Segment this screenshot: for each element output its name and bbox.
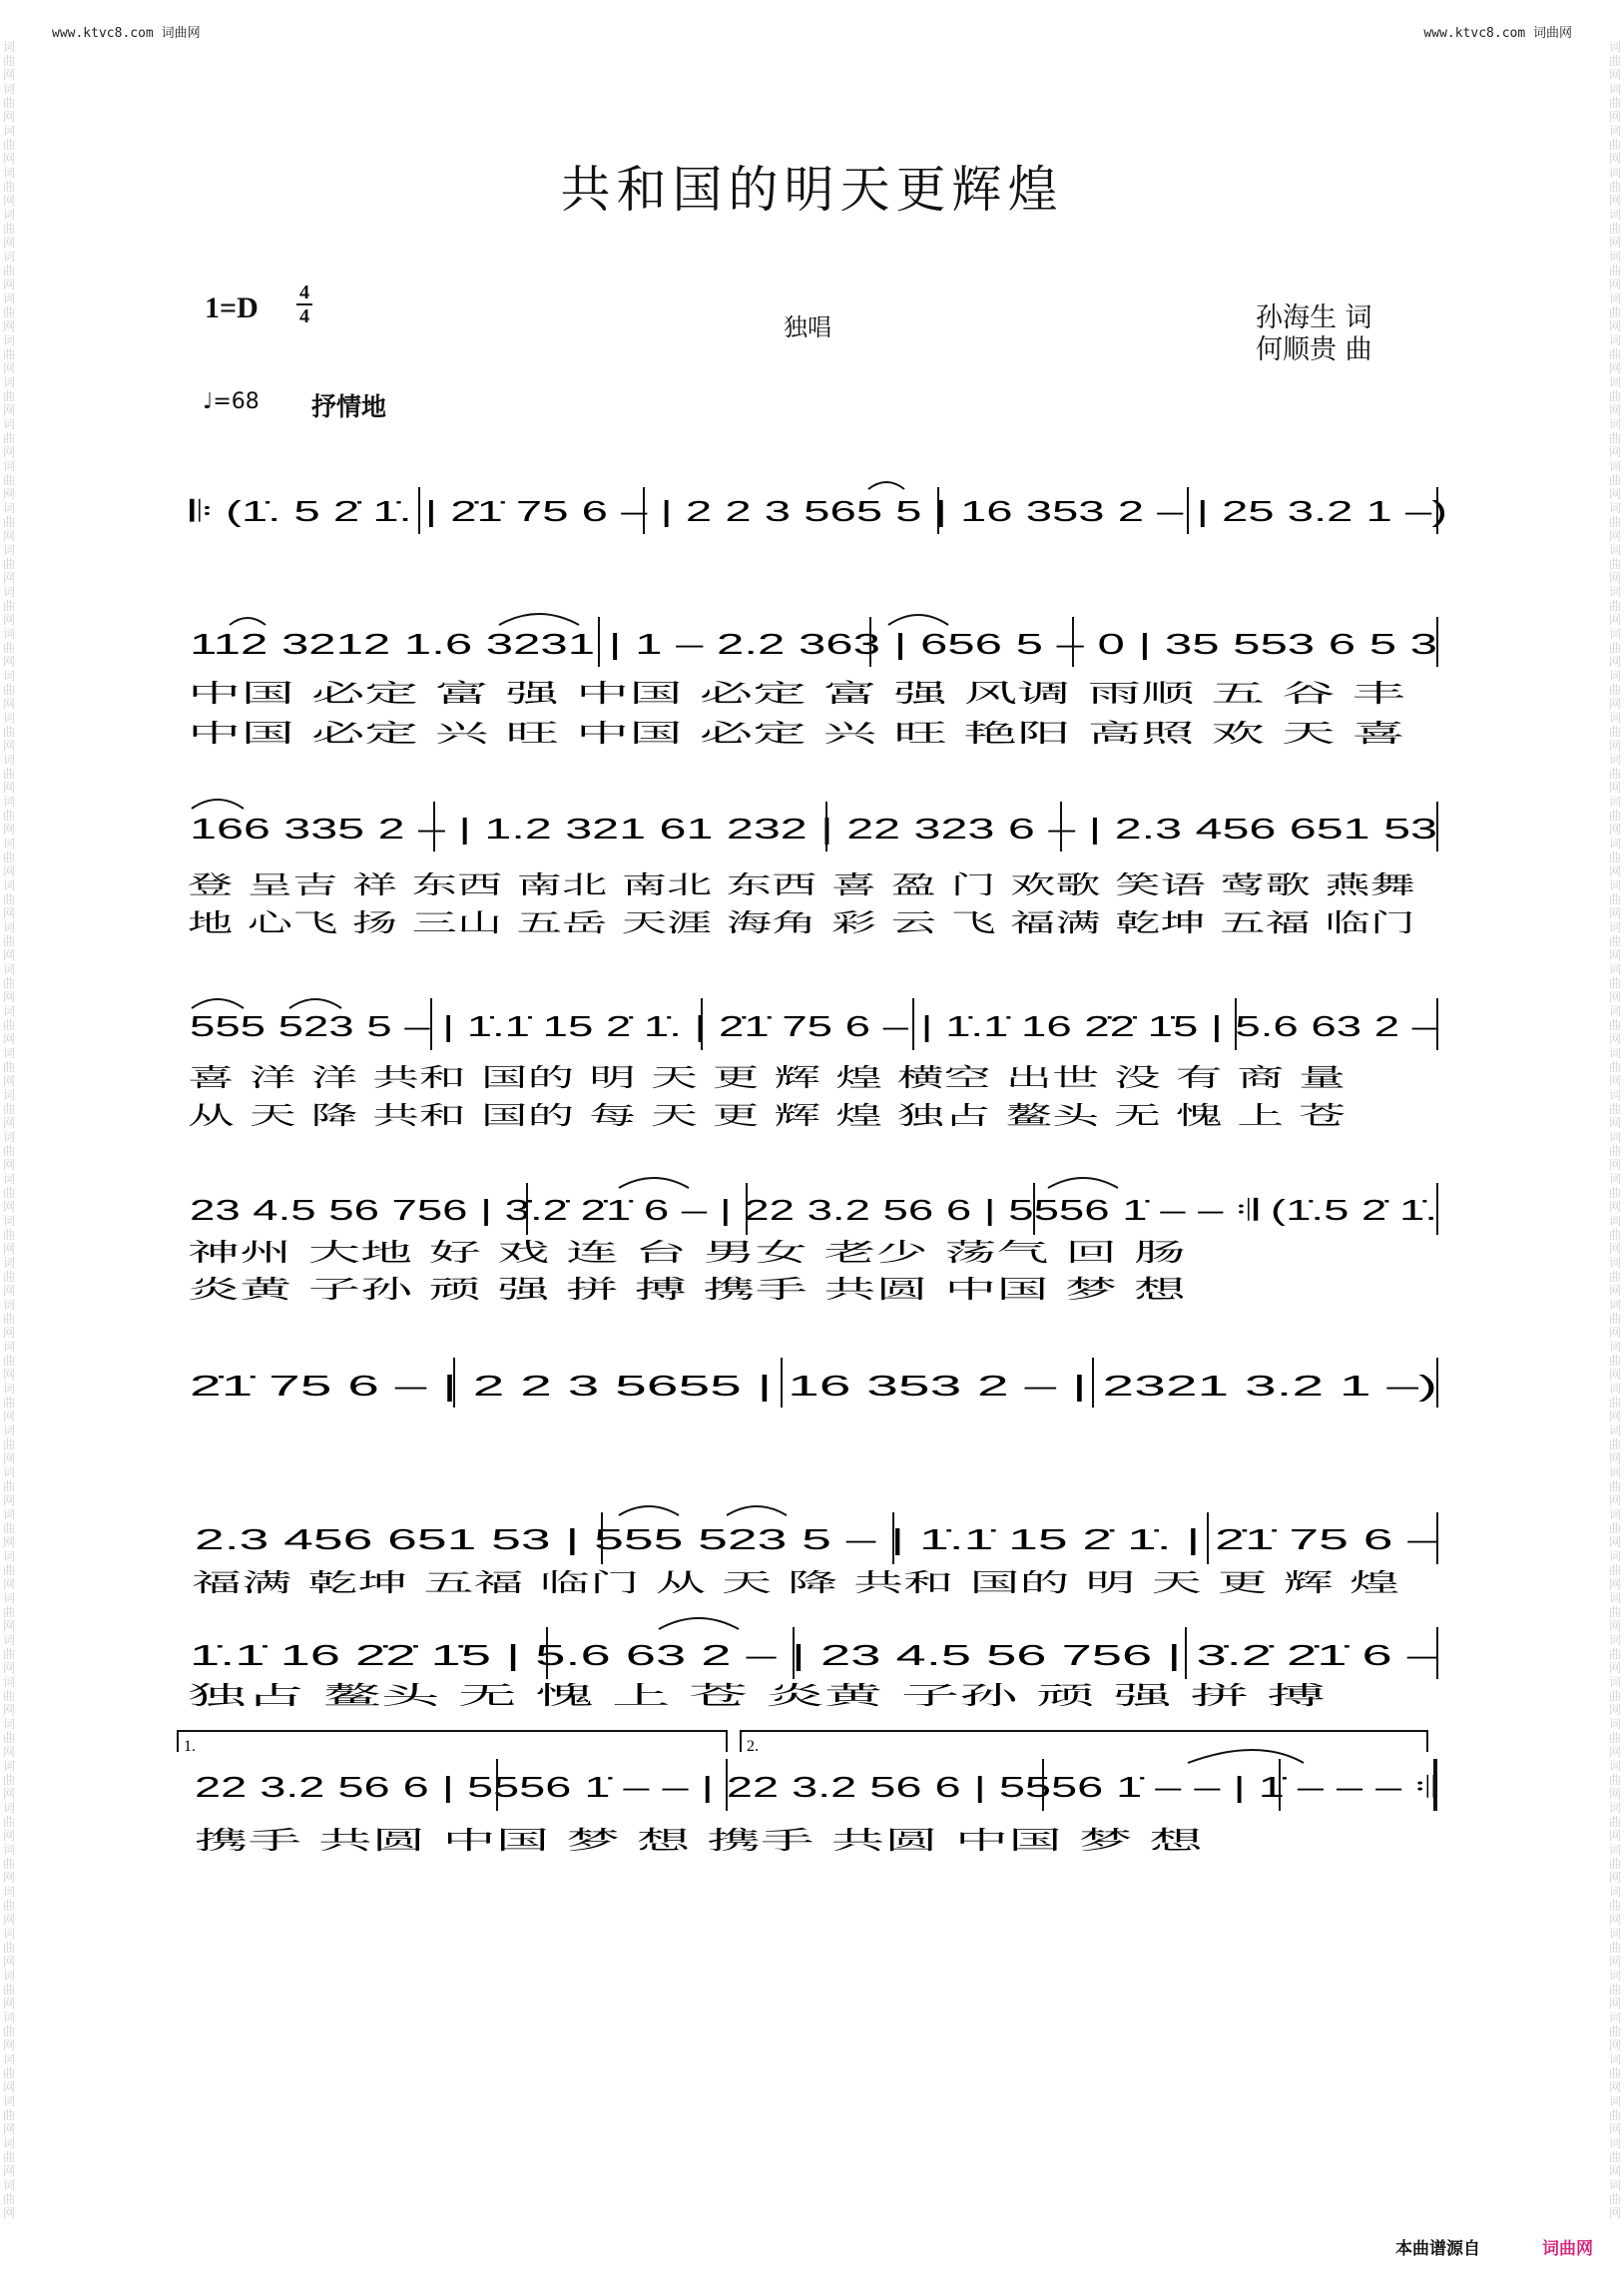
lyrics-verse-1: 登 呈吉 祥 东西 南北 南北 东西 喜 盈 门 欢歌 笑语 莺歌 燕舞	[188, 870, 1415, 899]
lyrics-verse-2: 从 天 降 共和 国的 每 天 更 辉 煌 独占 鳌头 无 愧 上 苍	[188, 1101, 1346, 1130]
lyricist-credit: 孙海生 词	[1256, 302, 1372, 333]
lyrics-verse-2: 地 心飞 扬 三山 五岳 天涯 海角 彩 云 飞 福满 乾坤 五福 临门	[188, 908, 1415, 937]
lyrics-verse-1: 福满 乾坤 五福 临门 从 天 降 共和 国的 明 天 更 辉 煌	[192, 1568, 1399, 1597]
score-system-6	[190, 1358, 1437, 1408]
score-system-1	[190, 482, 1447, 534]
performance-type: 独唱	[784, 313, 831, 341]
meter-top: 4	[299, 282, 309, 303]
expression-marking: 抒情地	[311, 392, 387, 421]
song-title: 共和国的明天更辉煌	[560, 161, 1064, 219]
notes-line: 166 335 2 – | 1.2 321 61 232 | 22 323 6 – | 2.3 456 651 53	[190, 814, 1437, 846]
watermark-left: 词曲网词曲网词曲网词曲网词曲网词曲网词曲网词曲网词曲网词曲网词曲网词曲网词曲网词曲网词曲网词曲网词曲网词曲网词曲网词曲网词曲网词曲网词曲网词曲网词曲网词曲网词曲网词曲网词曲网词曲网词曲网词曲网词曲网词曲网词曲网词曲网词曲网词曲网词曲网词曲网词曲网词曲网词曲网词曲网词曲网词曲网词曲网词曲网词曲网词曲网词曲网词曲网	[2, 40, 15, 2220]
composer-credit: 何顺贵 曲	[1256, 334, 1372, 365]
volta-1-label: 1.	[184, 1738, 196, 1755]
lyrics-verse-2: 中国 必定 兴 旺 中国 必定 兴 旺 艳阳 高照 欢 天 喜	[188, 719, 1405, 748]
score-system-5	[188, 1178, 1437, 1304]
notes-line: 23 4.5 56 756 | 3̇.2̇ 2̇1̇ 6 – | 22 3.2 56 6 | 5556 1̇ – – 𝄇 (1̇.5 2̇ 1̇.	[190, 1195, 1437, 1227]
lyrics-verse-1: 神州 大地 好 戏 连 台 男女 老少 荡气 回 肠	[188, 1238, 1186, 1267]
meter-bottom: 4	[299, 305, 309, 327]
lyrics-verse-1: 喜 洋 洋 共和 国的 明 天 更 辉 煌 横空 出世 没 有 商 量	[188, 1063, 1346, 1092]
score-system-9	[178, 1731, 1438, 1855]
site-url-right[interactable]: www.ktvc8.com 词曲网	[1423, 26, 1572, 41]
footer-source-label: 本曲谱源自	[1395, 2239, 1480, 2259]
score-system-4	[188, 998, 1438, 1130]
notes-line: 555 523 5 – | 1̇.1̇ 15 2̇ 1̇. | 2̇1̇ 75 6 – | 1̇.1̇ 16 2̇2̇ 1̇5 | 5.6 63 2 –	[190, 1011, 1439, 1043]
lyrics-verse-1: 独占 鳌头 无 愧 上 苍 炎黄 子孙 顽 强 拼 搏	[188, 1681, 1326, 1710]
score-system-7	[192, 1506, 1439, 1597]
lyrics-verse-1: 中国 必定 富 强 中国 必定 富 强 风调 雨顺 五 谷 丰	[188, 679, 1405, 708]
notes-line: 112 3212 1.6 3231 | 1 – 2.2 363 | 656 5 – 0 | 35 553 6 5 3	[190, 629, 1437, 661]
notes-line: 1̇.1̇ 16 2̇2̇ 1̇5 | 5.6 63 2 – | 23 4.5 56 756 | 3̇.2̇ 2̇1̇ 6 –	[190, 1640, 1439, 1672]
notes-line: 22 3.2 56 6 | 5556 1̇ – – | 22 3.2 56 6 | 5556 1̇ – – | 1̇ – – – 𝄇	[195, 1772, 1439, 1804]
key-signature: 1=D	[205, 291, 259, 324]
tempo-marking: ♩=68	[203, 389, 260, 414]
score-system-8	[188, 1618, 1439, 1710]
lyrics-verse-2: 炎黄 子孙 顽 强 拼 搏 携手 共圆 中国 梦 想	[188, 1275, 1189, 1304]
watermark-right: 词曲网词曲网词曲网词曲网词曲网词曲网词曲网词曲网词曲网词曲网词曲网词曲网词曲网词曲网词曲网词曲网词曲网词曲网词曲网词曲网词曲网词曲网词曲网词曲网词曲网词曲网词曲网词曲网词曲网词曲网词曲网词曲网词曲网词曲网词曲网词曲网词曲网词曲网词曲网词曲网词曲网词曲网词曲网词曲网词曲网词曲网词曲网词曲网词曲网词曲网词曲网词曲网	[1608, 40, 1621, 2220]
notes-line: 2.3 456 651 53 | 555 523 5 – | 1̇.1̇ 15 2̇ 1̇. | 2̇1̇ 75 6 –	[195, 1524, 1439, 1556]
volta-2-label: 2.	[747, 1738, 759, 1755]
lyrics-verse-1: 携手 共圆 中国 梦 想 携手 共圆 中国 梦 想	[195, 1826, 1206, 1855]
footer-brand-link[interactable]: 词曲网	[1542, 2239, 1593, 2259]
notes-line: 𝄆 (1̇. 5 2̇ 1̇. | 2̇1̇ 75 6 – | 2 2 3 565 5 | 16 353 2 – | 25 3.2 1 –)	[190, 496, 1447, 528]
score-system-2	[188, 614, 1437, 748]
notes-line: 2̇1̇ 75 6 – | 2 2 3 5655 | 16 353 2 – | 2321 3.2 1 –)	[190, 1371, 1437, 1403]
score-system-3	[188, 800, 1437, 937]
site-url-left[interactable]: www.ktvc8.com 词曲网	[52, 26, 201, 41]
